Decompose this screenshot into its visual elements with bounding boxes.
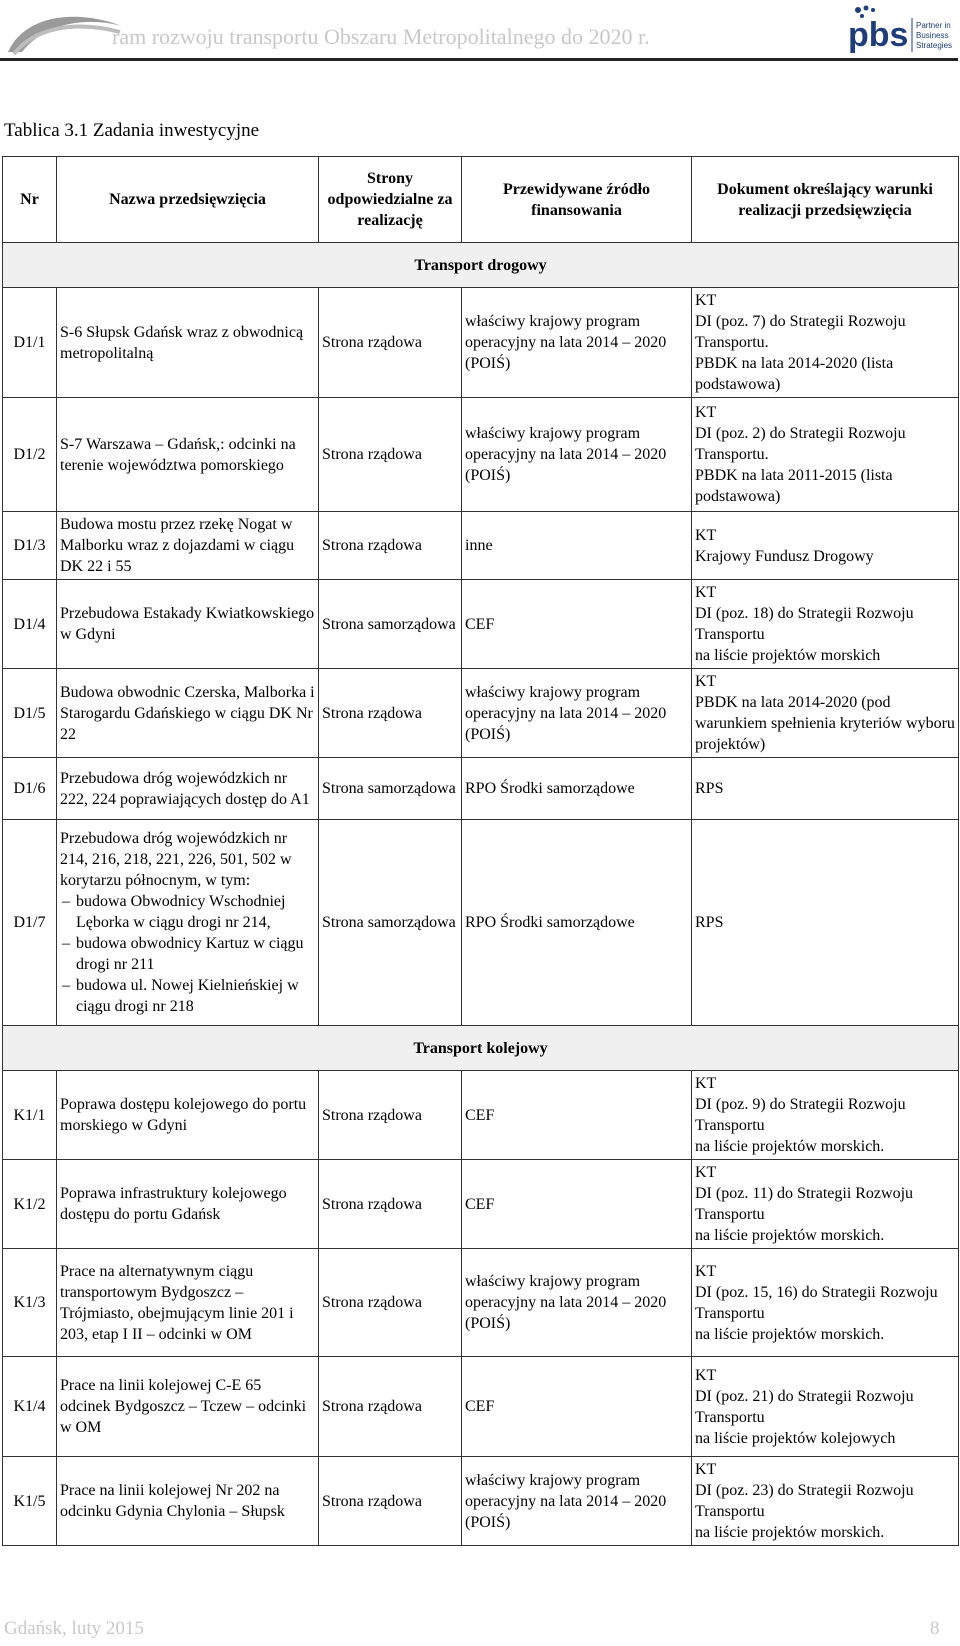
cell-party: Strona samorządowa [319, 820, 462, 1026]
project-name: Prace na linii kolejowej C-E 65 odcinek Bydgoszcz – Tczew – odcinki w OM [60, 1377, 307, 1436]
cell-party: Strona rządowa [319, 288, 462, 398]
project-name: S-7 Warszawa – Gdańsk,: odcinki na terenie województwa pomorskiego [60, 435, 296, 474]
table-row [3, 669, 959, 758]
subitem: – budowa obwodnicy Kartuz w ciągu drogi nr 211 [60, 933, 315, 975]
cell-name [57, 398, 319, 512]
project-name: Poprawa dostępu kolejowego do portu morskiego w Gdyni [60, 1096, 307, 1134]
subitem-list [60, 891, 315, 1017]
col-header-funding: Przewidywane źródło finansowania [462, 157, 692, 243]
svg-text:Business: Business [916, 31, 949, 40]
subitem: – budowa Obwodnicy Wschodniej Lęborka w ciągu drogi nr 214, [60, 891, 315, 933]
doc-line: DI (poz. 23) do Strategii Rozwoju Transportu [695, 1482, 914, 1520]
pbs-logo-icon [846, 4, 958, 56]
doc-line: KT [695, 584, 717, 601]
cell-name [57, 1357, 319, 1457]
cell-funding: właściwy krajowy program operacyjny na lata 2014 – 2020 (POIŚ) [462, 288, 692, 398]
cell-party: Strona rządowa [319, 1249, 462, 1357]
cell-funding: CEF [462, 1160, 692, 1249]
doc-line: DI (poz. 21) do Strategii Rozwoju Transportu [695, 1387, 914, 1426]
project-name: Przebudowa Estakady Kwiatkowskiego w Gdyni [60, 605, 315, 643]
doc-line: na liście projektów morskich. [695, 1138, 885, 1155]
doc-line: DI (poz. 2) do Strategii Rozwoju Transportu. [695, 425, 906, 463]
cell-doc [692, 669, 959, 758]
doc-line: RPS [695, 780, 724, 797]
project-name: Przebudowa dróg wojewódzkich nr 214, 216, 218, 221, 226, 501, 502 w korytarzu północnym, w tym: [60, 830, 292, 889]
doc-line: DI (poz. 11) do Strategii Rozwoju Transportu [695, 1185, 914, 1223]
doc-line: PBDK na lata 2014-2020 (lista podstawowa) [695, 355, 894, 393]
cell-nr: K1/1 [3, 1071, 57, 1160]
cell-funding: CEF [462, 1357, 692, 1457]
cell-doc [692, 580, 959, 669]
doc-line: PBDK na lata 2011-2015 (lista podstawowa) [695, 467, 893, 505]
cell-party: Strona samorządowa [319, 758, 462, 820]
table-row [3, 1357, 959, 1457]
header-rule [0, 58, 958, 61]
cell-funding: CEF [462, 1071, 692, 1160]
cell-party: Strona rządowa [319, 512, 462, 580]
cell-doc [692, 820, 959, 1026]
table-row [3, 820, 959, 1026]
project-name: Budowa obwodnic Czerska, Malborka i Starogardu Gdańskiego w ciągu DK Nr 22 [60, 683, 315, 743]
cell-funding: CEF [462, 580, 692, 669]
cell-nr: K1/2 [3, 1160, 57, 1249]
page-header [0, 0, 960, 62]
doc-line: KT [695, 1075, 717, 1092]
cell-nr: K1/3 [3, 1249, 57, 1357]
section-title: Transport drogowy [3, 243, 959, 288]
col-header-nr: Nr [3, 157, 57, 243]
cell-party: Strona rządowa [319, 669, 462, 758]
cell-doc [692, 512, 959, 580]
doc-line: PBDK na lata 2014-2020 (pod warunkiem spełnienia kryteriów wyboru projektów) [695, 694, 955, 753]
cell-name [57, 1249, 319, 1357]
cell-name [57, 512, 319, 580]
project-name: Przebudowa dróg wojewódzkich nr 222, 224 poprawiających dostęp do A1 [60, 769, 310, 808]
cell-doc [692, 288, 959, 398]
section-title: Transport kolejowy [3, 1026, 959, 1071]
project-name: Prace na linii kolejowej Nr 202 na odcinku Gdynia Chylonia – Słupsk [60, 1482, 285, 1520]
doc-line: KT [695, 673, 717, 690]
cell-nr: D1/6 [3, 758, 57, 820]
table-header-row [3, 157, 959, 243]
table-row [3, 1249, 959, 1357]
cell-funding: RPO Środki samorządowe [462, 820, 692, 1026]
cell-name [57, 758, 319, 820]
cell-doc [692, 1249, 959, 1357]
table-row [3, 1457, 959, 1546]
table-row [3, 1071, 959, 1160]
investment-table [2, 156, 959, 1546]
cell-party: Strona rządowa [319, 1160, 462, 1249]
cell-name [57, 1457, 319, 1546]
col-header-doc: Dokument określający warunki realizacji przedsięwzięcia [692, 157, 959, 243]
cell-name [57, 580, 319, 669]
cell-funding: właściwy krajowy program operacyjny na lata 2014 – 2020 (POIŚ) [462, 1249, 692, 1357]
cell-doc [692, 758, 959, 820]
table-row [3, 1160, 959, 1249]
project-name: Poprawa infrastruktury kolejowego dostępu do portu Gdańsk [60, 1185, 287, 1223]
table-row [3, 512, 959, 580]
cell-doc [692, 1160, 959, 1249]
doc-line: DI (poz. 15, 16) do Strategii Rozwoju Transportu [695, 1283, 938, 1322]
cell-funding: właściwy krajowy program operacyjny na lata 2014 – 2020 (POIŚ) [462, 398, 692, 512]
doc-line: KT [695, 1366, 717, 1384]
cell-nr: D1/5 [3, 669, 57, 758]
table-row [3, 398, 959, 512]
table-row [3, 580, 959, 669]
page-number: 8 [930, 1618, 940, 1639]
cell-party: Strona samorządowa [319, 580, 462, 669]
cell-party: Strona rządowa [319, 398, 462, 512]
doc-line: na liście projektów kolejowych [695, 1429, 896, 1447]
doc-line: KT [695, 1262, 717, 1280]
section-row [3, 1026, 959, 1071]
table-row [3, 758, 959, 820]
doc-line: KT [695, 292, 717, 309]
cell-name [57, 1160, 319, 1249]
svg-text:pbs: pbs [848, 16, 909, 54]
cell-nr: D1/4 [3, 580, 57, 669]
cell-name [57, 820, 319, 1026]
footer-text: Gdańsk, luty 2015 [4, 1618, 144, 1639]
doc-line: Krajowy Fundusz Drogowy [695, 547, 874, 565]
cell-funding: inne [462, 512, 692, 580]
cell-party: Strona rządowa [319, 1457, 462, 1546]
cell-nr: D1/1 [3, 288, 57, 398]
doc-line: na liście projektów morskich [695, 647, 881, 664]
section-row [3, 243, 959, 288]
cell-funding: właściwy krajowy program operacyjny na lata 2014 – 2020 (POIŚ) [462, 1457, 692, 1546]
doc-line: na liście projektów morskich. [695, 1524, 885, 1541]
cell-name [57, 1071, 319, 1160]
doc-line: DI (poz. 9) do Strategii Rozwoju Transportu [695, 1096, 906, 1134]
table-row [3, 288, 959, 398]
doc-line: KT [695, 1164, 717, 1181]
cell-doc [692, 398, 959, 512]
project-name: Prace na alternatywnym ciągu transportowym Bydgoszcz – Trójmiasto, obejmującym linie 201 i 203, etap I II – odcinki w OM [60, 1262, 294, 1343]
svg-text:Strategies: Strategies [916, 41, 953, 50]
cell-funding: RPO Środki samorządowe [462, 758, 692, 820]
cell-nr: D1/3 [3, 512, 57, 580]
cell-doc [692, 1457, 959, 1546]
cell-name [57, 288, 319, 398]
doc-line: RPS [695, 914, 724, 931]
cell-party: Strona rządowa [319, 1071, 462, 1160]
doc-line: KT [695, 526, 717, 544]
col-header-party: Strony odpowiedzialne za realizację [319, 157, 462, 243]
doc-line: DI (poz. 18) do Strategii Rozwoju Transportu [695, 605, 914, 643]
cell-nr: D1/2 [3, 398, 57, 512]
table-caption: Tablica 3.1 Zadania inwestycyjne [4, 120, 260, 141]
cell-nr: D1/7 [3, 820, 57, 1026]
project-name: Budowa mostu przez rzekę Nogat w Malborku wraz z dojazdami w ciągu DK 22 i 55 [60, 516, 295, 575]
cell-funding: właściwy krajowy program operacyjny na lata 2014 – 2020 (POIŚ) [462, 669, 692, 758]
swoosh-logo-icon [4, 6, 124, 58]
col-header-name: Nazwa przedsięwzięcia [57, 157, 319, 243]
cell-name [57, 669, 319, 758]
cell-party: Strona rządowa [319, 1357, 462, 1457]
project-name: S-6 Słupsk Gdańsk wraz z obwodnicą metropolitalną [60, 323, 304, 362]
doc-line: na liście projektów morskich. [695, 1227, 885, 1244]
cell-doc [692, 1071, 959, 1160]
svg-text:Partner in: Partner in [916, 21, 951, 30]
doc-line: KT [695, 1461, 717, 1478]
header-title: ram rozwoju transportu Obszaru Metropolitalnego do 2020 r. [112, 24, 650, 49]
cell-nr: K1/4 [3, 1357, 57, 1457]
subitem: – budowa ul. Nowej Kielnieńskiej w ciągu drogi nr 218 [60, 975, 315, 1017]
doc-line: na liście projektów morskich. [695, 1325, 885, 1343]
cell-nr: K1/5 [3, 1457, 57, 1546]
doc-line: DI (poz. 7) do Strategii Rozwoju Transportu. [695, 313, 906, 351]
doc-line: KT [695, 404, 717, 421]
cell-doc [692, 1357, 959, 1457]
